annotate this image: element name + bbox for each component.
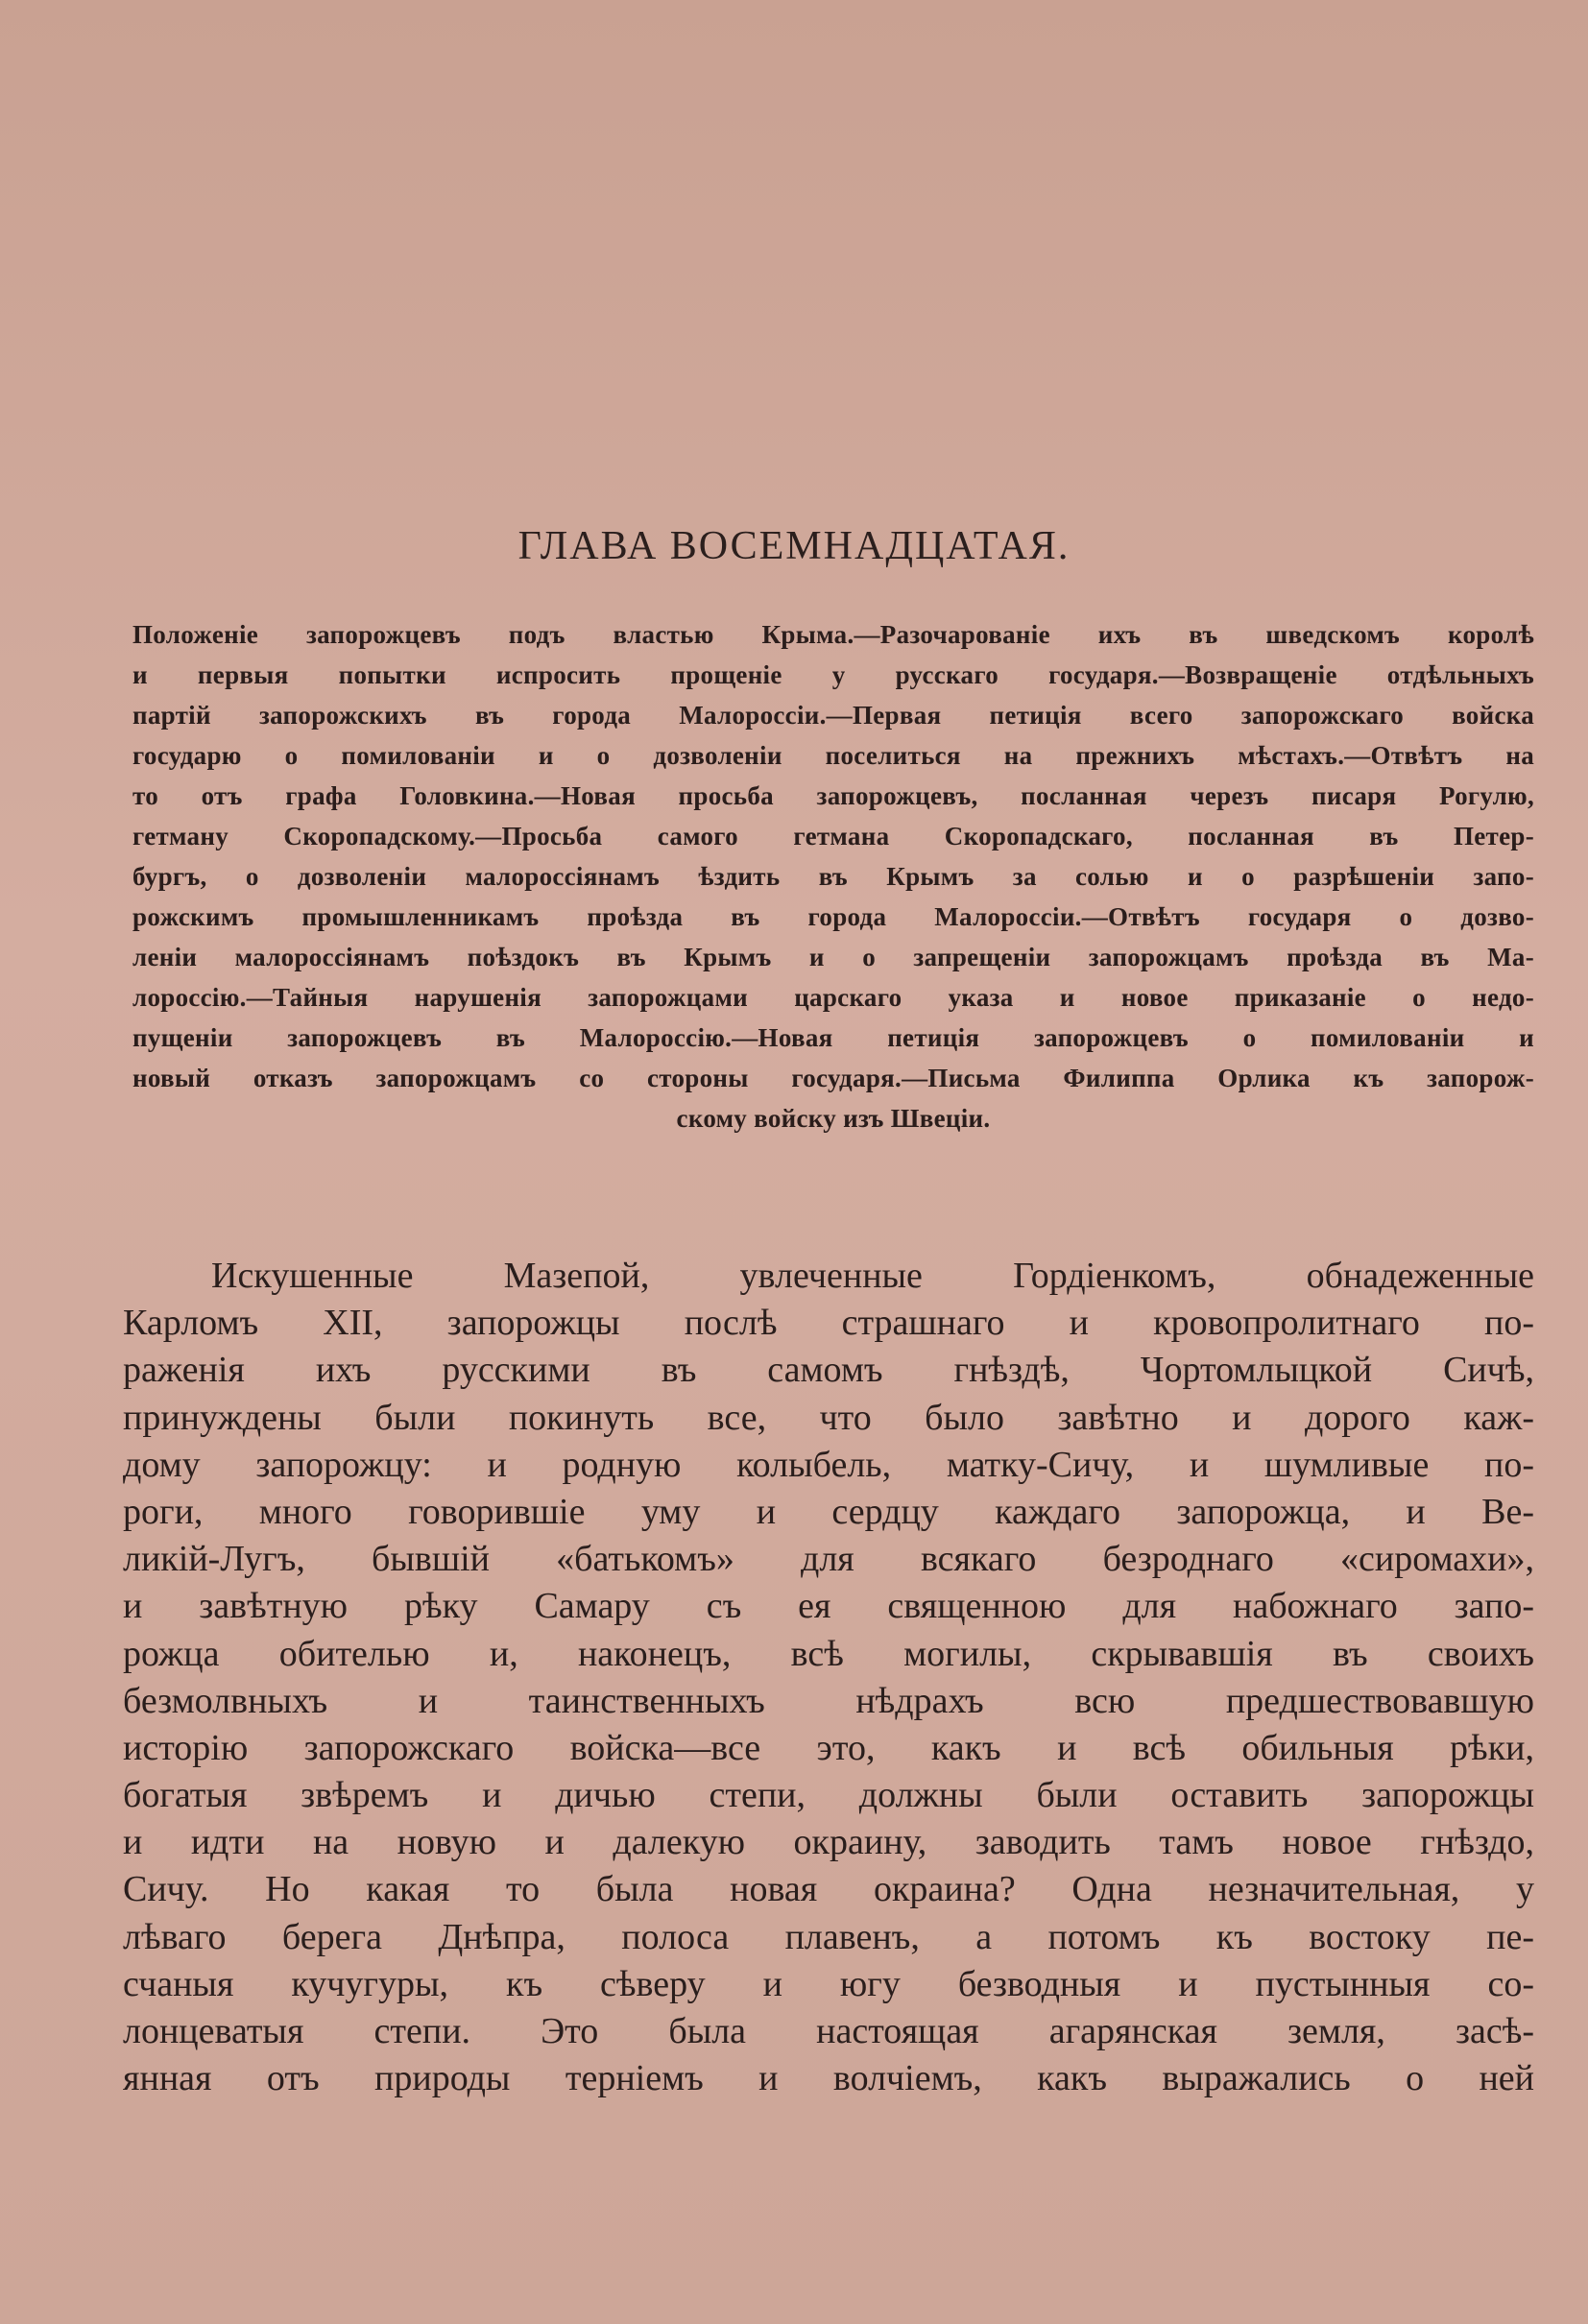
body-line: лѣваго берега Днѣпра, полоса плавенъ, а потомъ къ востоку пе- [123, 1916, 1534, 1957]
body-text [123, 1253, 1534, 2102]
body-line: и завѣтную рѣку Самару съ ея священною для набожнаго запо- [123, 1586, 1534, 1627]
summary-line: то отъ графа Головкина.—Новая просьба запорожцевъ, посланная черезъ писаря Рогулю, [132, 781, 1534, 810]
body-line: Карломъ XII, запорожцы послѣ страшнаго и кровопролитнаго по- [123, 1303, 1534, 1344]
body-line: ликій-Лугъ, бывшій «батькомъ» для всякаго безроднаго «сиромахи», [123, 1539, 1534, 1580]
body-line: исторію запорожскаго войска—все это, какъ и всѣ обильныя рѣки, [123, 1727, 1534, 1768]
body-line: и идти на новую и далекую окраину, заводить тамъ новое гнѣздо, [123, 1822, 1534, 1863]
body-line: Искушенные Мазепой, увлеченные Гордіенкомъ, обнадеженные [211, 1256, 1534, 1296]
summary-line: Положеніе запорожцевъ подъ властью Крыма.—Разочарованіе ихъ въ шведскомъ королѣ [132, 620, 1534, 649]
body-line: счаныя кучугуры, къ сѣверу и югу безводныя и пустынныя со- [123, 1963, 1534, 2004]
summary-line: скому войску изъ Швеціи. [676, 1104, 991, 1133]
summary-line: новый отказъ запорожцамъ со стороны государя.—Письма Филиппа Орлика къ запорож- [132, 1064, 1534, 1092]
body-line: принуждены были покинуть все, что было завѣтно и дорого каж- [123, 1397, 1534, 1438]
summary-line: лороссію.—Тайныя нарушенія запорожцами царскаго указа и новое приказаніе о недо- [132, 983, 1534, 1012]
body-line: безмолвныхъ и таинственныхъ нѣдрахъ всю предшествовавшую [123, 1680, 1534, 1721]
summary-line: гетману Скоропадскому.—Просьба самого гетмана Скоропадскаго, посланная въ Петер- [132, 822, 1534, 851]
body-line: богатыя звѣремъ и дичью степи, должны были оставить запорожцы [123, 1775, 1534, 1816]
summary-line: и первыя попытки испросить прощеніе у русскаго государя.—Возвращеніе отдѣльныхъ [132, 660, 1534, 689]
body-line: раженія ихъ русскими въ самомъ гнѣздѣ, Чортомлыцкой Сичѣ, [123, 1350, 1534, 1391]
body-line: лонцеватыя степи. Это была настоящая агарянская земля, засѣ- [123, 2011, 1534, 2051]
body-line: янная отъ природы терніемъ и волчіемъ, какъ выражались о ней [123, 2058, 1534, 2099]
summary-line: государю о помилованіи и о дозволеніи поселиться на прежнихъ мѣстахъ.—Отвѣтъ на [132, 741, 1534, 770]
body-line: рожца обителью и, наконецъ, всѣ могилы, скрывавшія въ своихъ [123, 1633, 1534, 1674]
chapter-title: ГЛАВА ВОСЕМНАДЦАТАЯ. [517, 524, 1071, 568]
summary-line: пущеніи запорожцевъ въ Малороссію.—Новая петиція запорожцевъ о помилованіи и [132, 1023, 1534, 1052]
summary-line: партій запорожскихъ въ города Малороссіи.—Первая петиція всего запорожскаго войска [132, 701, 1534, 730]
summary-line: бургъ, о дозволеніи малороссіянамъ ѣздить въ Крымъ за солью и о разрѣшеніи запо- [132, 862, 1534, 891]
body-line: Сичу. Но какая то была новая окраина? Одна незначительная, у [123, 1869, 1534, 1910]
chapter-summary [132, 614, 1534, 1138]
summary-line: рожскимъ промышленникамъ проѣзда въ города Малороссіи.—Отвѣтъ государя о дозво- [132, 902, 1534, 931]
body-line: дому запорожцу: и родную колыбель, матку-Сичу, и шумливые по- [123, 1444, 1534, 1485]
summary-line: леніи малороссіянамъ поѣздокъ въ Крымъ и о запрещеніи запорожцамъ проѣзда въ Ма- [132, 943, 1534, 971]
body-line: роги, много говорившіе уму и сердцу каждаго запорожца, и Ве- [123, 1491, 1534, 1532]
